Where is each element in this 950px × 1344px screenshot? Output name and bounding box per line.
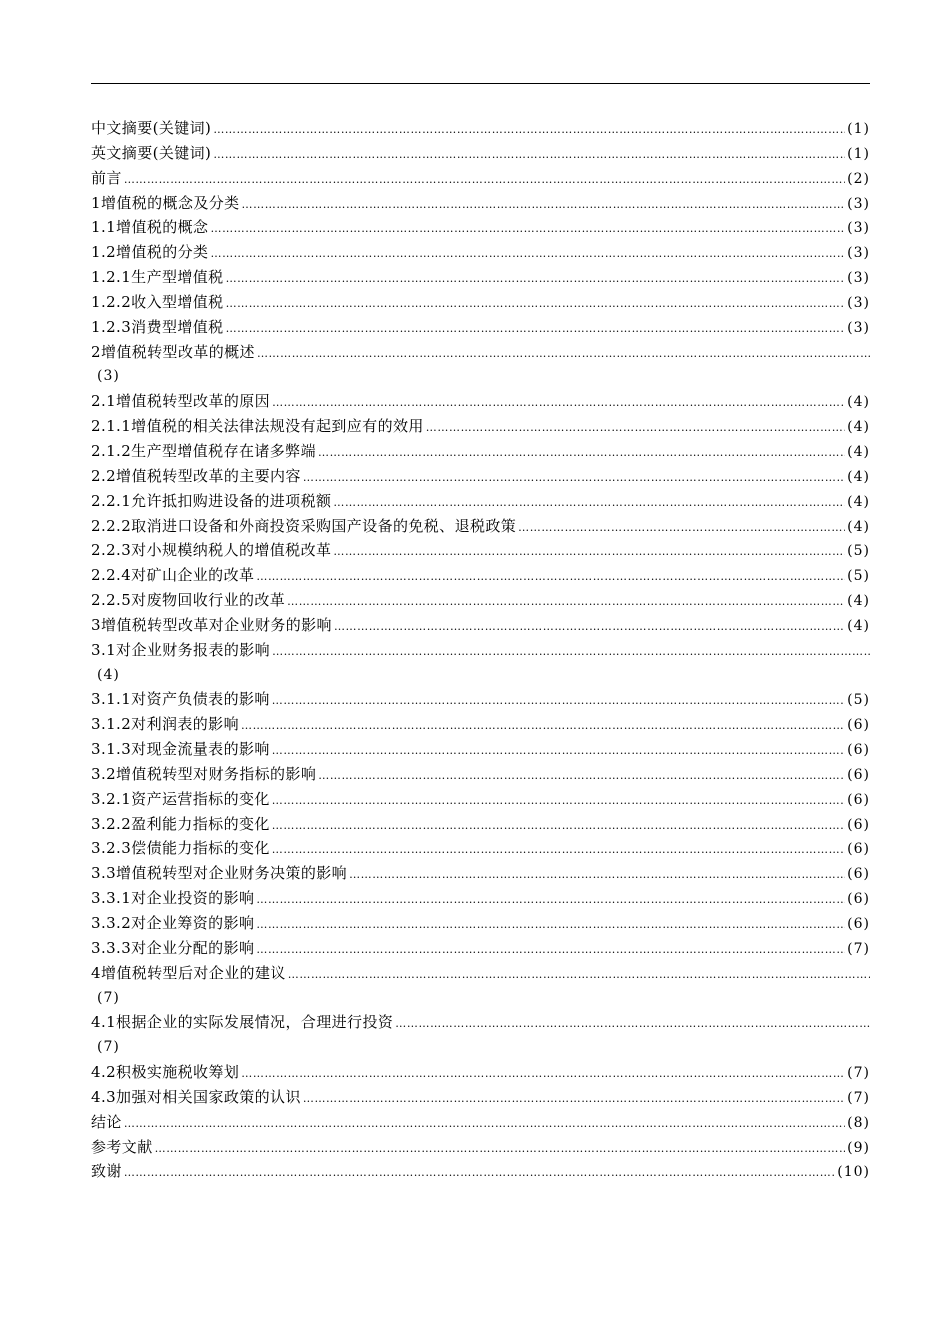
toc-entry-title: 3增值税转型改革对企业财务的影响 (91, 615, 332, 634)
dot-leader (122, 1112, 845, 1135)
toc-entry-title: 1.2.3消费型增值税 (91, 317, 224, 336)
toc-entry-page: (3) (97, 368, 120, 385)
dot-leader (331, 540, 845, 563)
toc-entry-title: 1.2.1生产型增值税 (91, 268, 224, 287)
toc-entry-page: (6) (847, 891, 870, 908)
toc-entry[interactable] (91, 191, 870, 216)
toc-entry-page: (4) (97, 666, 120, 683)
toc-entry-title: 结论 (91, 1112, 122, 1131)
toc-entry-title: 3.2.1资产运营指标的变化 (91, 789, 270, 808)
dot-leader (224, 267, 846, 290)
toc-entry[interactable] (91, 687, 870, 712)
toc-entry-title: 4.1根据企业的实际发展情况，合理进行投资 (91, 1013, 394, 1032)
toc-entry[interactable] (91, 340, 870, 365)
toc-entry-title: 3.3.1对企业投资的影响 (91, 889, 255, 908)
toc-entry[interactable] (91, 1135, 870, 1160)
toc-entry-page: (10) (837, 1164, 870, 1181)
dot-leader (270, 838, 845, 861)
toc-entry[interactable] (91, 514, 870, 539)
toc-entry[interactable] (91, 489, 870, 514)
toc-entry-title: 3.2增值税转型对财务指标的影响 (91, 764, 317, 783)
toc-entry[interactable] (91, 712, 870, 737)
toc-entry[interactable] (91, 911, 870, 936)
toc-entry-title: 2.2.4对矿山企业的改革 (91, 566, 255, 585)
toc-entry-page: (4) (847, 443, 870, 460)
toc-entry[interactable] (91, 1060, 870, 1085)
dot-leader (270, 789, 845, 812)
toc-entry-title: 3.3.3对企业分配的影响 (91, 938, 255, 957)
toc-entry[interactable] (91, 886, 870, 911)
toc-entry-title: 3.1.3对现金流量表的影响 (91, 740, 270, 759)
toc-entry-page: (3) (847, 195, 870, 212)
toc-entry[interactable] (91, 812, 870, 837)
toc-entry-page: (3) (847, 220, 870, 237)
dot-leader (332, 615, 845, 638)
toc-entry-page: (2) (847, 170, 870, 187)
toc-entry-title: 3.3增值税转型对企业财务决策的影响 (91, 864, 348, 883)
dot-leader (239, 714, 845, 737)
dot-leader (301, 466, 845, 489)
dot-leader (270, 689, 845, 712)
toc-entry-page: (7) (847, 940, 870, 957)
toc-entry[interactable] (91, 315, 870, 340)
dot-leader (122, 168, 845, 191)
toc-entry-page: (6) (847, 766, 870, 783)
toc-entry[interactable] (91, 538, 870, 563)
toc-entry-title: 4增值税转型后对企业的建议 (91, 963, 286, 982)
toc-entry-title: 参考文献 (91, 1137, 153, 1156)
toc-entry-title: 2.2.5对废物回收行业的改革 (91, 591, 286, 610)
toc-entry[interactable] (91, 1085, 870, 1110)
toc-entry-page: (7) (847, 1065, 870, 1082)
toc-entry-title: 3.1.2对利润表的影响 (91, 715, 239, 734)
dot-leader (285, 590, 845, 613)
toc-entry[interactable] (91, 1010, 870, 1035)
dot-leader (254, 938, 845, 961)
toc-entry-title: 2.2.2取消进口设备和外商投资采购国产设备的免税、退税政策 (91, 516, 517, 535)
toc-entry-page: (6) (847, 866, 870, 883)
dot-leader (254, 913, 845, 936)
dot-leader (255, 342, 870, 365)
dot-leader (254, 565, 845, 588)
toc-entry-title: 4.3加强对相关国家政策的认识 (91, 1087, 301, 1106)
toc-entry[interactable] (91, 762, 870, 787)
toc-entry[interactable] (91, 265, 870, 290)
dot-leader (270, 391, 845, 414)
dot-leader (301, 1087, 845, 1110)
toc-entry-page-line (91, 1035, 870, 1060)
toc-entry-title: 4.2积极实施税收筹划 (91, 1063, 240, 1082)
toc-entry-page: (5) (847, 692, 870, 709)
dot-leader (270, 640, 870, 663)
toc-entry-page-line (91, 986, 870, 1011)
dot-leader (270, 739, 845, 762)
toc-entry[interactable] (91, 215, 870, 240)
toc-entry-page: (7) (97, 1039, 120, 1056)
dot-leader (240, 193, 846, 216)
toc-entry[interactable] (91, 166, 870, 191)
toc-entry[interactable] (91, 787, 870, 812)
toc-entry-page: (6) (847, 742, 870, 759)
toc-entry[interactable] (91, 836, 870, 861)
dot-leader (224, 292, 846, 315)
toc-entry[interactable] (91, 1159, 870, 1184)
toc-entry-title: 1.1增值税的概念 (91, 218, 209, 237)
toc-entry-page: (3) (847, 245, 870, 262)
toc-entry-page: (3) (847, 294, 870, 311)
toc-entry-page: (3) (847, 319, 870, 336)
dot-leader (211, 143, 845, 166)
dot-leader (254, 888, 845, 911)
dot-leader (208, 217, 845, 240)
toc-entry-title: 2.1.1增值税的相关法律法规没有起到应有的效用 (91, 417, 424, 436)
toc-entry[interactable] (91, 464, 870, 489)
toc-entry-title: 英文摘要(关键词) (91, 143, 212, 162)
dot-leader (316, 441, 845, 464)
toc-entry-page: (9) (847, 1139, 870, 1156)
toc-entry-page: (6) (847, 816, 870, 833)
toc-entry-title: 2.1.2生产型增值税存在诸多弊端 (91, 441, 316, 460)
dot-leader (122, 1161, 835, 1184)
toc-entry-page: (4) (847, 593, 870, 610)
toc-entry-title: 1.2.2收入型增值税 (91, 292, 224, 311)
toc-entry-title: 前言 (91, 168, 122, 187)
toc-entry-title: 2增值税转型改革的概述 (91, 342, 255, 361)
toc-entry-page: (1) (847, 145, 870, 162)
toc-entry-page-line (91, 663, 870, 688)
toc-entry-title: 中文摘要(关键词) (91, 119, 212, 137)
toc-entry-title: 2.2增值税转型改革的主要内容 (91, 466, 301, 485)
toc-entry-page: (4) (847, 518, 870, 535)
toc-entry-page: (4) (847, 468, 870, 485)
toc-entry-page: (4) (847, 493, 870, 510)
toc-entry-title: 3.2.2盈利能力指标的变化 (91, 814, 270, 833)
toc-entry-title: 2.1增值税转型改革的原因 (91, 392, 271, 411)
toc-entry[interactable] (91, 240, 870, 265)
toc-entry-page: (6) (847, 791, 870, 808)
toc-entry-page: (5) (847, 568, 870, 585)
toc-entry[interactable] (91, 613, 870, 638)
dot-leader (153, 1137, 846, 1160)
toc-entry[interactable] (91, 439, 870, 464)
toc-entry[interactable] (91, 588, 870, 613)
toc-entry-page: (4) (847, 394, 870, 411)
toc-entry[interactable] (91, 563, 870, 588)
toc-entry-page: (4) (847, 419, 870, 436)
toc-entry-page: (4) (847, 617, 870, 634)
table-of-contents (91, 116, 870, 1184)
dot-leader (393, 1012, 870, 1035)
toc-entry-title: 1.2增值税的分类 (91, 243, 209, 262)
toc-entry-page: (6) (847, 916, 870, 932)
toc-entry-title: 致谢 (91, 1162, 122, 1181)
toc-entry[interactable] (91, 861, 870, 886)
toc-entry-title: 3.1对企业财务报表的影响 (91, 640, 271, 659)
toc-entry-title: 2.2.1允许抵扣购进设备的进项税额 (91, 491, 332, 510)
toc-entry-page: (7) (97, 989, 120, 1006)
dot-leader (316, 764, 845, 787)
toc-entry-title: 3.2.3偿债能力指标的变化 (91, 839, 270, 858)
toc-entry-page: (6) (847, 717, 870, 734)
header-rule (91, 83, 870, 84)
toc-entry-page: (5) (847, 543, 870, 560)
toc-entry-page: (1) (847, 121, 870, 137)
toc-entry[interactable] (91, 936, 870, 961)
dot-leader (211, 118, 845, 141)
toc-entry[interactable] (91, 638, 870, 663)
dot-leader (424, 416, 845, 439)
toc-entry-title: 3.1.1对资产负债表的影响 (91, 690, 270, 709)
dot-leader (286, 963, 870, 986)
toc-entry[interactable] (91, 290, 870, 315)
toc-entry[interactable] (91, 961, 870, 986)
dot-leader (239, 1062, 845, 1085)
toc-entry-title: 1增值税的概念及分类 (91, 193, 240, 212)
dot-leader (331, 491, 845, 514)
toc-entry[interactable] (91, 737, 870, 762)
dot-leader (270, 814, 845, 837)
toc-entry-page: (6) (847, 841, 870, 858)
toc-entry[interactable] (91, 141, 870, 166)
toc-entry[interactable] (91, 414, 870, 439)
toc-entry-page-line (91, 364, 870, 389)
toc-entry[interactable] (91, 389, 870, 414)
dot-leader (516, 516, 845, 539)
toc-entry[interactable] (91, 116, 870, 141)
toc-entry-title: 2.2.3对小规模纳税人的增值税改革 (91, 541, 332, 560)
toc-entry-title: 3.3.2对企业筹资的影响 (91, 914, 255, 932)
toc-entry-page: (8) (847, 1114, 870, 1131)
toc-entry-page: (7) (847, 1089, 870, 1106)
dot-leader (347, 863, 845, 886)
toc-entry[interactable] (91, 1110, 870, 1135)
dot-leader (224, 317, 846, 340)
toc-entry-page: (3) (847, 270, 870, 287)
dot-leader (208, 242, 845, 265)
